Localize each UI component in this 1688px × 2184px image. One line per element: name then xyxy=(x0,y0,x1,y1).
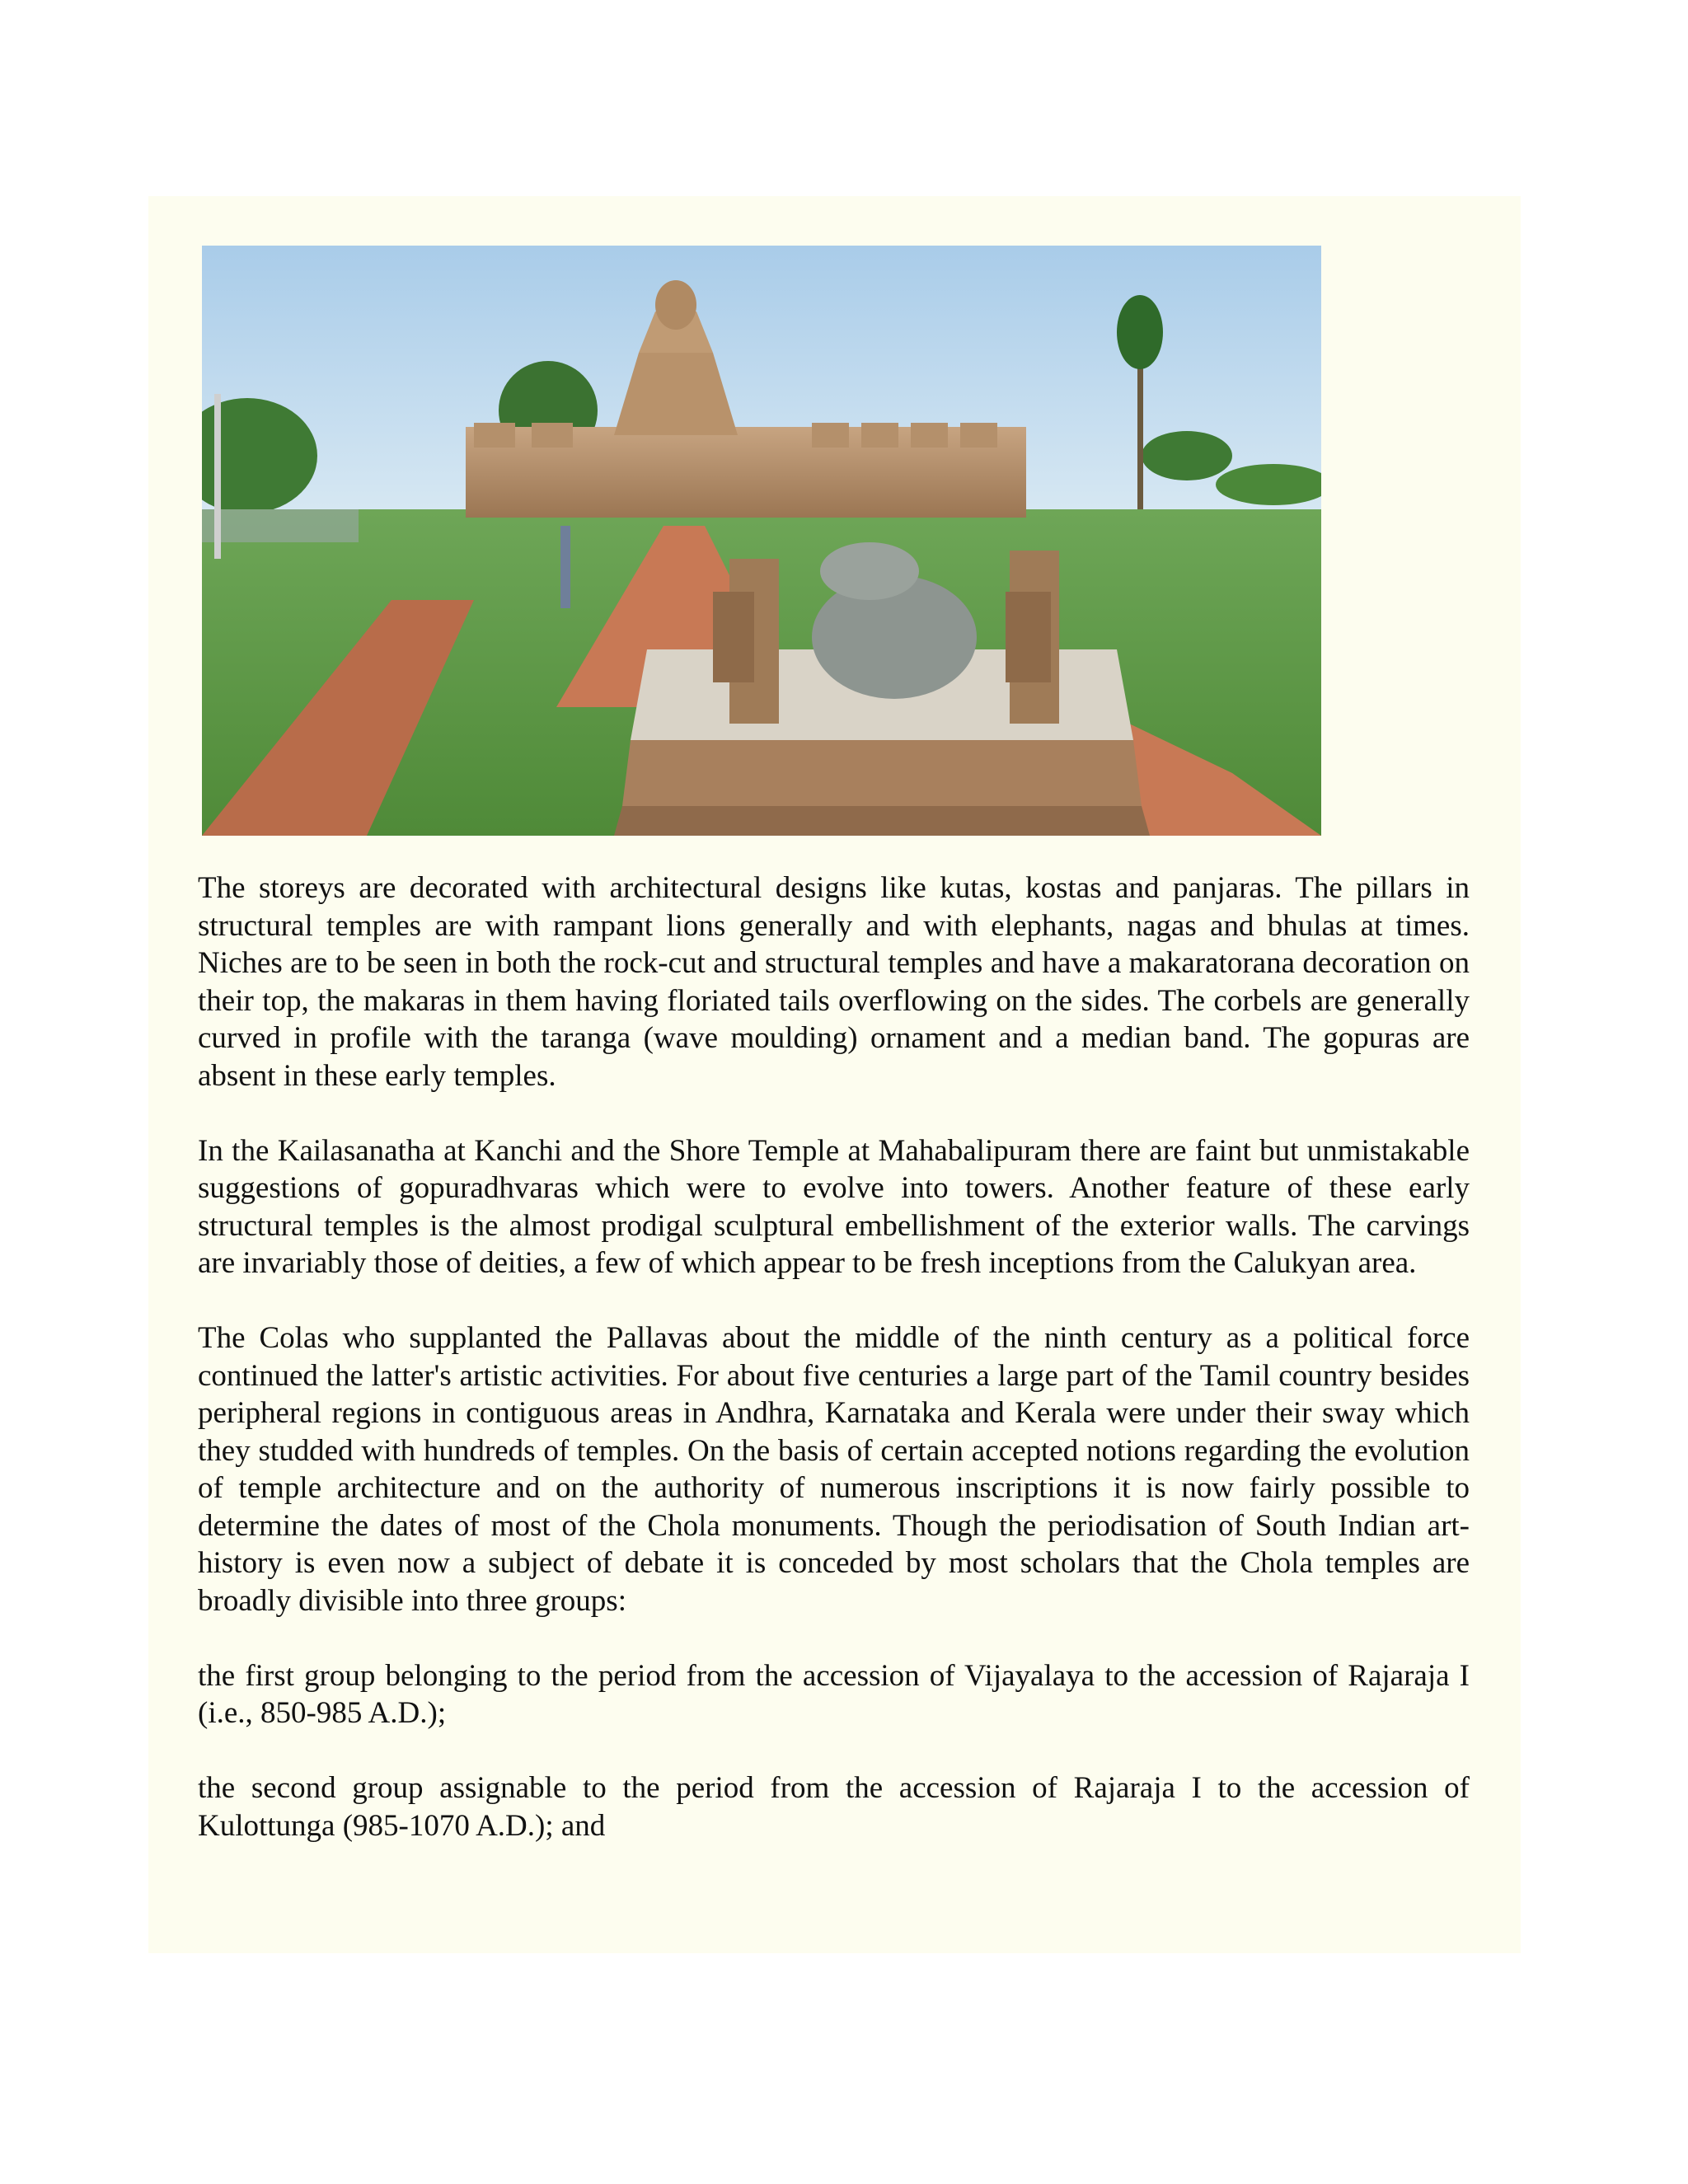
body-text xyxy=(198,869,1470,1882)
paragraph-first-group: the first group belonging to the period from the accession of Vijayalaya to the accession of Rajaraja I (i.e., 850-985 A.D.); xyxy=(198,1658,1470,1730)
paragraph-colas: The Colas who supplanted the Pallavas about the middle of the ninth century as a political force continued the latter's artistic activities. For about five centuries a large part of the Tamil country besides peripheral regions in contiguous areas in Andhra, Karnataka and Kerala were under their sway which they studded with hundreds of temples. On the basis of certain accepted notions regarding the evolution of temple architecture and on the authority of numerous inscriptions it is now fairly possible to determine the dates of most of the Chola monuments. Though the periodisation of South Indian art-history is even now a subject of debate it is conceded by most scholars that the Chola temples are broadly divisible into three groups: xyxy=(198,1321,1470,1618)
paragraph-storeys: The storeys are decorated with architectural designs like kutas, kostas and panjaras. The pillars in structural temples are with rampant lions generally and with elephants, nagas and bhulas at times. Niches are to be seen in both the rock-cut and structural temples and have a makaratorana decoration on their top, the makaras in them having floriated tails overflowing on the sides. The corbels are generally curved in profile with the taranga (wave moulding) ornament and a median band. The gopuras are absent in these early temples. xyxy=(198,871,1470,1093)
paragraph-second-group: the second group assignable to the period from the accession of Rajaraja I to the accession of Kulottunga (985-1070 A.D.); and xyxy=(198,1771,1470,1843)
temple-photo xyxy=(202,246,1321,836)
paragraph-kailasanatha: In the Kailasanatha at Kanchi and the Shore Temple at Mahabalipuram there are faint but unmistakable suggestions of gopuradhvaras which were to evolve into towers. Another feature of these early structural temples is the almost prodigal sculptural embellishment of the exterior walls. The carvings are invariably those of deities, a few of which appear to be fresh inceptions from the Calukyan area. xyxy=(198,1133,1470,1280)
